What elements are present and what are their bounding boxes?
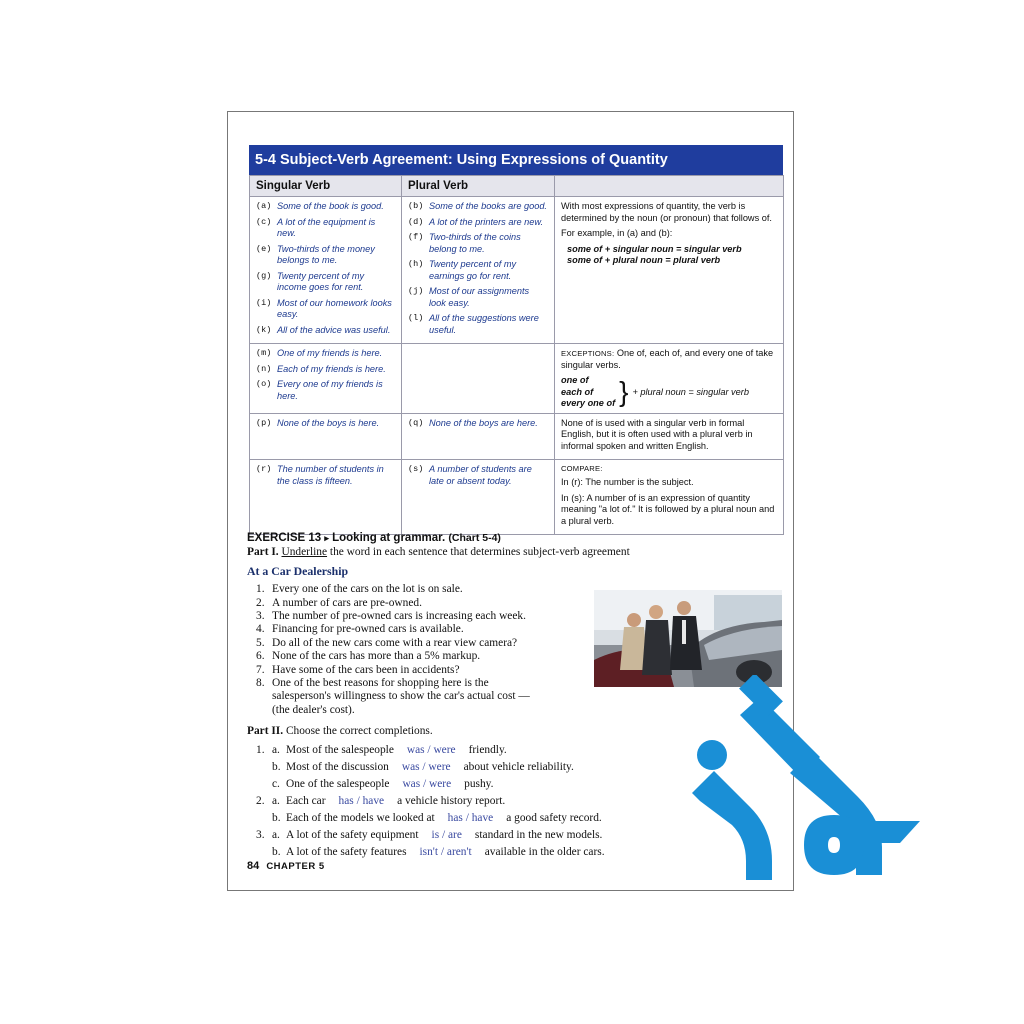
example: (l) All of the suggestions were useful. bbox=[408, 313, 539, 335]
publisher-logo bbox=[660, 675, 920, 915]
chart-title: 5-4 Subject-Verb Agreement: Using Expressions of Quantity bbox=[249, 145, 783, 175]
answer-choices[interactable]: is / are bbox=[431, 828, 462, 841]
brace-rule: one of each of every one of } + plural noun = singular verb bbox=[561, 375, 749, 408]
example: (b) Some of the books are good. bbox=[408, 201, 547, 211]
plural-examples bbox=[402, 344, 555, 414]
col-header-notes bbox=[555, 176, 784, 197]
col-header-singular: Singular Verb bbox=[250, 176, 402, 197]
list-item: 5. Do all of the new cars come with a rear view camera? bbox=[256, 636, 518, 649]
list-item: 7. Have some of the cars been in accidents? bbox=[256, 663, 460, 676]
logo-icon bbox=[660, 675, 920, 915]
singular-examples bbox=[250, 197, 402, 344]
answer-choices[interactable]: was / were bbox=[406, 743, 456, 756]
question-row: 3. a. A lot of the safety equipment is / are standard in the new models. bbox=[247, 829, 787, 846]
photo-illustration bbox=[594, 590, 782, 687]
explanation-note: COMPARE: In (r): The number is the subject. In (s): A number of is an expression of quantity meaning "a lot of." It is followed by a plural noun and a plural verb. bbox=[555, 460, 784, 535]
list-item: 2. A number of cars are pre-owned. bbox=[256, 596, 422, 609]
part-one-instructions: Part I. Underline the word in each sentence that determines subject-verb agreement bbox=[247, 546, 630, 559]
question-row: 1. a. Most of the salespeople was / were friendly. bbox=[247, 744, 787, 761]
list-item: 4. Financing for pre-owned cars is available. bbox=[256, 623, 464, 636]
example: (i) Most of our homework looks easy. bbox=[256, 297, 392, 319]
example: (h) Twenty percent of my earnings go for rent. bbox=[408, 259, 517, 281]
answer-choices[interactable]: was / were bbox=[402, 777, 452, 790]
part-two-instructions: Part II. Choose the correct completions. bbox=[247, 725, 433, 738]
list-item: 6. None of the cars has more than a 5% markup. bbox=[256, 650, 481, 663]
list-item: 3. The number of pre-owned cars is increasing each week. bbox=[256, 610, 526, 623]
exercise-heading: EXERCISE 13 ▸ Looking at grammar. (Chart 5-4) bbox=[247, 532, 501, 544]
question-row: b. Each of the models we looked at has / have a good safety record. bbox=[247, 812, 787, 829]
singular-examples bbox=[250, 344, 402, 414]
example: (a) Some of the book is good. bbox=[256, 201, 384, 211]
example: (q) None of the boys are here. bbox=[408, 417, 538, 428]
example: (k) All of the advice was useful. bbox=[256, 324, 391, 335]
chart-row bbox=[250, 413, 784, 460]
example: (g) Twenty percent of my income goes for rent. bbox=[256, 270, 365, 292]
example: (r) The number of students in the class is fifteen. bbox=[256, 464, 384, 486]
example: (d) A lot of the printers are new. bbox=[408, 216, 544, 227]
explanation-note: With most expressions of quantity, the verb is determined by the noun (or pronoun) that follows of. For example, in (a) and (b): some of + singular noun = singular verb some of + plural noun = plural verb bbox=[555, 197, 784, 344]
page-footer bbox=[247, 860, 325, 872]
singular-examples bbox=[250, 413, 402, 460]
section-heading: At a Car Dealership bbox=[247, 563, 349, 578]
question-row: 2. a. Each car has / have a vehicle history report. bbox=[247, 795, 787, 812]
plural-examples bbox=[402, 460, 555, 535]
example: (m) One of my friends is here. bbox=[256, 348, 383, 358]
question-row: b. A lot of the safety features isn't / aren't available in the older cars. bbox=[247, 846, 787, 863]
answer-choices[interactable]: has / have bbox=[338, 794, 385, 807]
answer-choices[interactable]: was / were bbox=[401, 760, 451, 773]
car-dealership-photo bbox=[594, 590, 782, 687]
col-header-plural: Plural Verb bbox=[402, 176, 555, 197]
answer-choices[interactable]: has / have bbox=[447, 811, 494, 824]
chart-row bbox=[250, 344, 784, 414]
explanation-note: EXCEPTIONS: One of, each of, and every one of take singular verbs. one of each of every one of } + plural noun = singular verb bbox=[555, 344, 784, 414]
example: (f) Two-thirds of the coins belong to me. bbox=[408, 232, 521, 254]
chart-row bbox=[250, 197, 784, 344]
list-item: 8. One of the best reasons for shopping here is the salesperson's willingness to show the car's actual cost — (the dealer's cost). bbox=[256, 677, 530, 716]
list-item: 1. Every one of the cars on the lot is on sale. bbox=[256, 583, 463, 596]
answer-choices[interactable]: isn't / aren't bbox=[419, 845, 472, 858]
example: (j) Most of our assignments look easy. bbox=[408, 286, 530, 308]
page-number: 84 bbox=[247, 860, 260, 872]
question-row: b. Most of the discussion was / were about vehicle reliability. bbox=[247, 761, 787, 778]
example: (e) Two-thirds of the money belongs to me. bbox=[256, 243, 375, 265]
chapter-label: CHAPTER 5 bbox=[266, 861, 325, 872]
singular-examples bbox=[250, 460, 402, 535]
example: (s) A number of students are late or absent today. bbox=[408, 464, 532, 486]
example: (o) Every one of my friends is here. bbox=[256, 379, 383, 401]
plural-examples bbox=[402, 197, 555, 344]
triangle-right-icon: ▸ bbox=[324, 533, 329, 543]
chart-row bbox=[250, 460, 784, 535]
grammar-chart-table bbox=[249, 175, 784, 535]
question-row: c. One of the salespeople was / were pushy. bbox=[247, 778, 787, 795]
example: (p) None of the boys is here. bbox=[256, 417, 380, 428]
example: (n) Each of my friends is here. bbox=[256, 363, 386, 374]
plural-examples bbox=[402, 413, 555, 460]
example: (c) A lot of the equipment is new. bbox=[256, 216, 376, 238]
brace-icon: } bbox=[619, 376, 629, 408]
explanation-note: None of is used with a singular verb in formal English, but it is often used with a plural verb in informal spoken and written English. bbox=[555, 413, 784, 460]
